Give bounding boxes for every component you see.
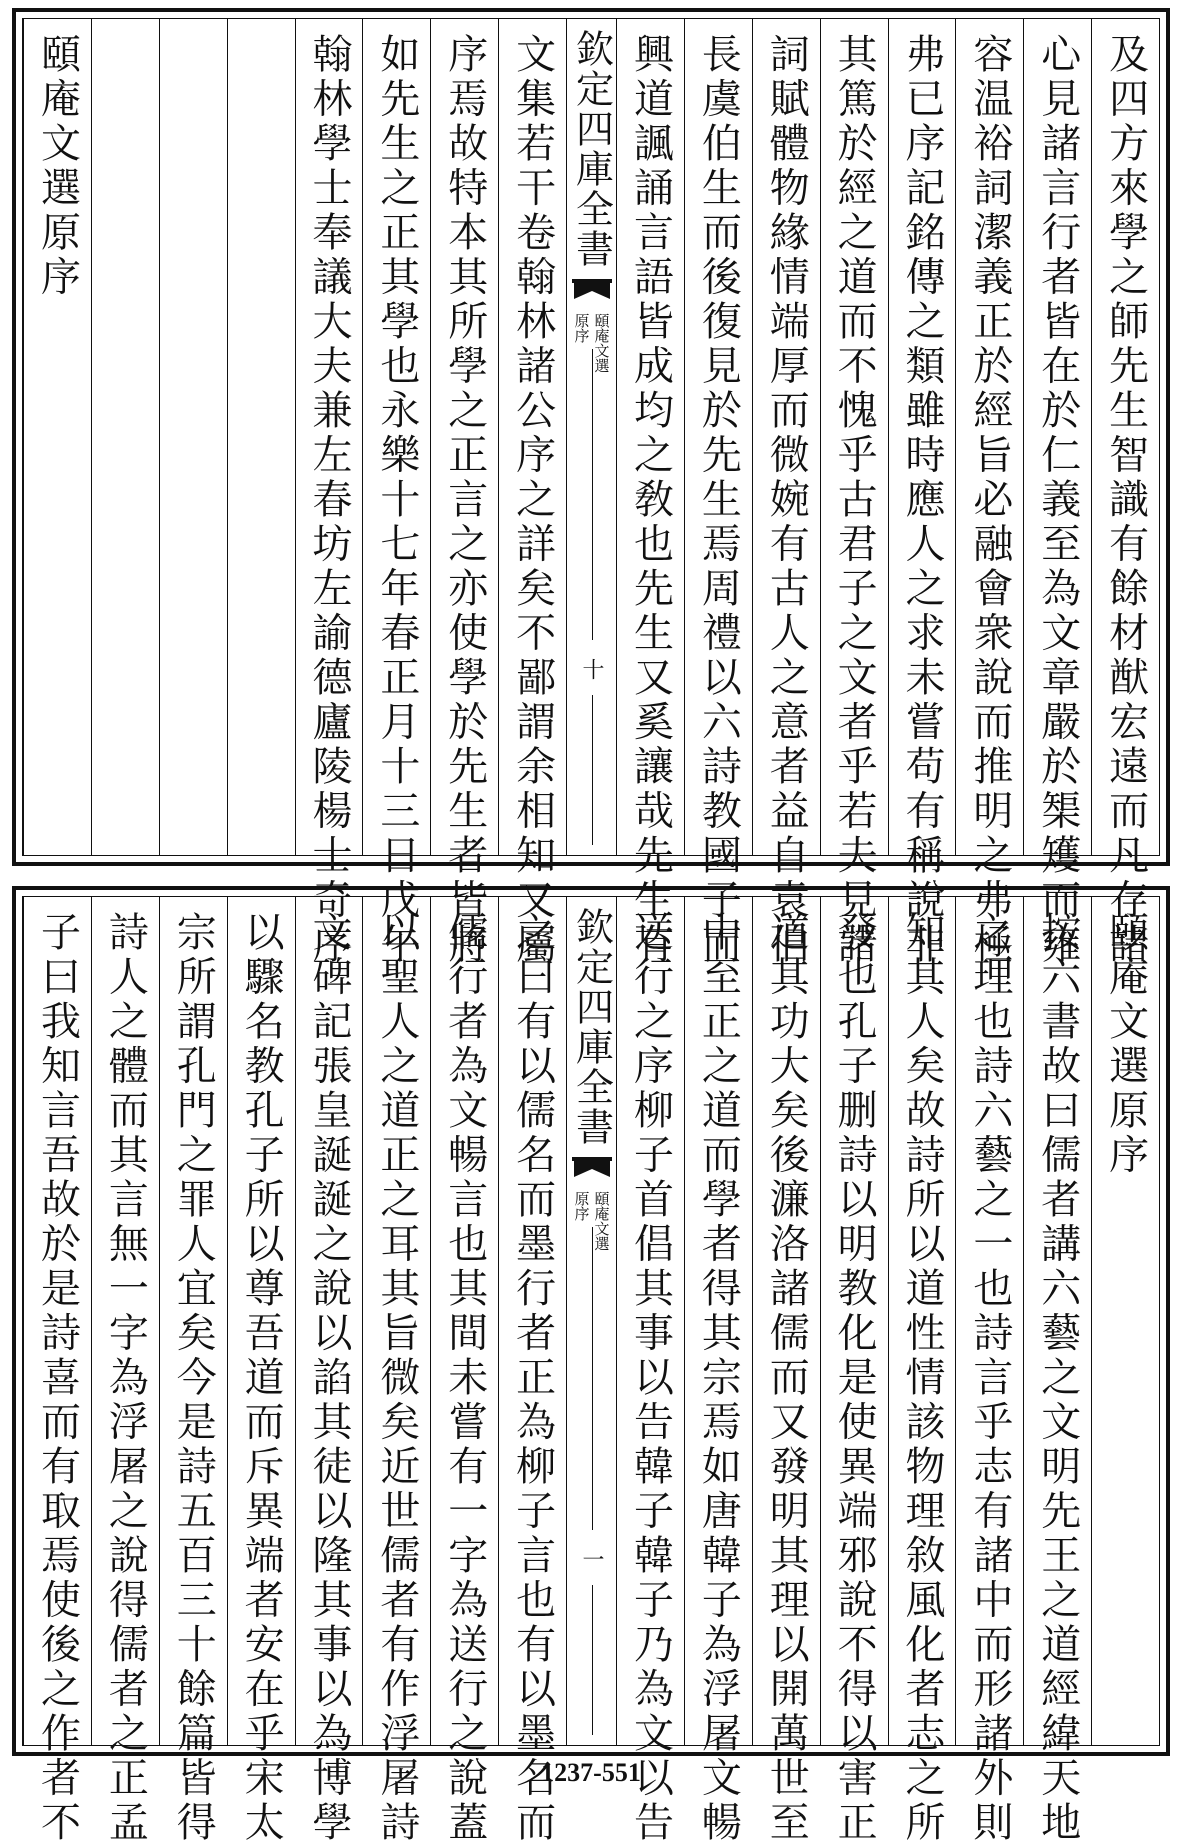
fold-line bbox=[592, 1227, 593, 1530]
fold-line bbox=[592, 349, 593, 640]
column-text: 道其功大矣後濂洛諸儒而又發明其理以開萬世至 bbox=[763, 911, 810, 1846]
text-column bbox=[1023, 897, 1091, 1846]
text-column bbox=[362, 19, 430, 968]
text-column bbox=[430, 897, 498, 1846]
text-column bbox=[91, 19, 159, 855]
text-column bbox=[820, 897, 888, 1846]
column-text: 中至正之道而學者得其宗焉如唐韓子為浮屠文暢 bbox=[695, 911, 742, 1846]
text-column bbox=[616, 19, 684, 968]
column-text: 知其人矣故詩所以道性情該物理敘風化者志之所 bbox=[898, 911, 945, 1846]
text-column bbox=[955, 897, 1023, 1846]
text-column bbox=[23, 19, 91, 855]
column-text: 子曰我知言吾故於是詩喜而有取焉使後之作者不 bbox=[34, 911, 81, 1846]
column-text: 以聖人之道正之耳其旨微矣近世儒者有作浮屠詩 bbox=[373, 911, 420, 1846]
column-text: 序焉故特本其所學之正言之亦使學於先生者皆將 bbox=[441, 33, 488, 968]
column-text: 長虞伯生而後復見於先生焉周禮以六詩教國子而 bbox=[695, 33, 742, 968]
text-column bbox=[295, 897, 363, 1846]
fold-line bbox=[592, 1585, 593, 1735]
top-page bbox=[12, 8, 1170, 968]
column-text: 按六書故曰儒者講六藝之文明先王之道經緯天地 bbox=[1034, 911, 1081, 1846]
column-text: 發也孔子删詩以明教化是使異端邪說不得以害正 bbox=[831, 911, 878, 1846]
column-text: 興道諷誦言語皆成均之敎也先生又奚讓哉先生有 bbox=[627, 33, 674, 968]
text-column bbox=[227, 897, 295, 1846]
center-fold-column bbox=[566, 897, 616, 1745]
column-text: 其篤於經之道而不愧乎古君子之文者乎若夫見諸 bbox=[831, 33, 878, 968]
text-column bbox=[295, 19, 363, 968]
text-column bbox=[227, 19, 295, 855]
section-title: 原序 bbox=[572, 1191, 591, 1221]
folio-number: 十 bbox=[579, 658, 604, 680]
text-column bbox=[752, 897, 820, 1846]
collection-title: 欽定四庫全書 bbox=[569, 907, 614, 1147]
top-page-frame bbox=[22, 18, 1160, 968]
folio-number: 一 bbox=[579, 1548, 604, 1570]
column-text: 之理也詩六藝之一也詩言乎志有諸中而形諸外則 bbox=[966, 911, 1013, 1846]
column-text: 儒行者為文暢言也其間未嘗有一字為送行之說蓋 bbox=[441, 911, 488, 1846]
fishtail-mark-icon bbox=[570, 1155, 614, 1181]
text-column bbox=[820, 19, 888, 968]
column-text: 宗所謂孔門之罪人宜矣今是詩五百三十餘篇皆得 bbox=[170, 911, 217, 1846]
text-column bbox=[955, 19, 1023, 968]
column-text: 心見諸言行者皆在於仁義至為文章嚴於榘矱而雍 bbox=[1034, 33, 1081, 968]
text-column bbox=[159, 19, 227, 855]
section-title: 原序 bbox=[572, 313, 591, 343]
text-column bbox=[91, 897, 159, 1846]
column-text: 以驟名教孔子所以尊吾道而斥異端者安在乎宋太 bbox=[238, 911, 285, 1846]
column-text: 文碑記張皇誕誕之說以諂其徒以隆其事以為博學 bbox=[305, 911, 352, 1846]
fishtail-mark-icon bbox=[570, 277, 614, 303]
text-column bbox=[752, 19, 820, 968]
text-column bbox=[159, 897, 227, 1846]
column-text: 詞賦體物緣情端厚而微婉有古人之意者益自袁伯 bbox=[763, 33, 810, 968]
text-column bbox=[430, 19, 498, 968]
column-text: 文集若干卷翰林諸公序之詳矣不鄙謂余相知又屬 bbox=[509, 33, 556, 968]
column-text: 弗已序記銘傳之類雖時應人之求未嘗苟有稱說非 bbox=[898, 33, 945, 968]
text-column bbox=[888, 19, 956, 968]
center-fold-column bbox=[566, 19, 616, 855]
page-number: 1237-551 bbox=[541, 1758, 641, 1787]
column-text: 容温裕詞潔義正於經旨必融會衆說而推明之弗極 bbox=[966, 33, 1013, 968]
fold-line bbox=[592, 695, 593, 845]
text-column bbox=[616, 897, 684, 1846]
column-text: 送行之序柳子首倡其事以告韓子韓子乃為文以告 bbox=[627, 911, 674, 1846]
column-text: 詩人之體而其言無一字為浮屠之說得儒者之正孟 bbox=[102, 911, 149, 1846]
text-column bbox=[23, 897, 91, 1846]
text-column bbox=[684, 19, 752, 968]
column-text: 頤庵文選原序 bbox=[1102, 911, 1149, 1178]
column-text: 如先生之正其學也永樂十七年春正月十三日戊午 bbox=[373, 33, 420, 968]
book-title: 頤庵文選 bbox=[592, 313, 611, 373]
column-text: 頤庵文選原序 bbox=[34, 33, 81, 300]
text-column bbox=[888, 897, 956, 1846]
column-text: 之曰有以儒名而墨行者正為柳子言也有以墨名而 bbox=[509, 911, 556, 1846]
text-column bbox=[498, 897, 566, 1846]
column-text: 翰林學士奉議大夫兼左春坊左諭德廬陵楊士奇序 bbox=[305, 33, 352, 968]
text-column bbox=[684, 897, 752, 1846]
column-text: 及四方來學之師先生智識有餘材猷宏遠而凡存諸 bbox=[1102, 33, 1149, 968]
text-column bbox=[498, 19, 566, 968]
collection-title: 欽定四庫全書 bbox=[569, 29, 614, 269]
text-column bbox=[1091, 19, 1159, 968]
book-title: 頤庵文選 bbox=[592, 1191, 611, 1251]
text-column bbox=[1023, 19, 1091, 968]
text-column bbox=[362, 897, 430, 1846]
text-column bbox=[1091, 897, 1159, 1745]
